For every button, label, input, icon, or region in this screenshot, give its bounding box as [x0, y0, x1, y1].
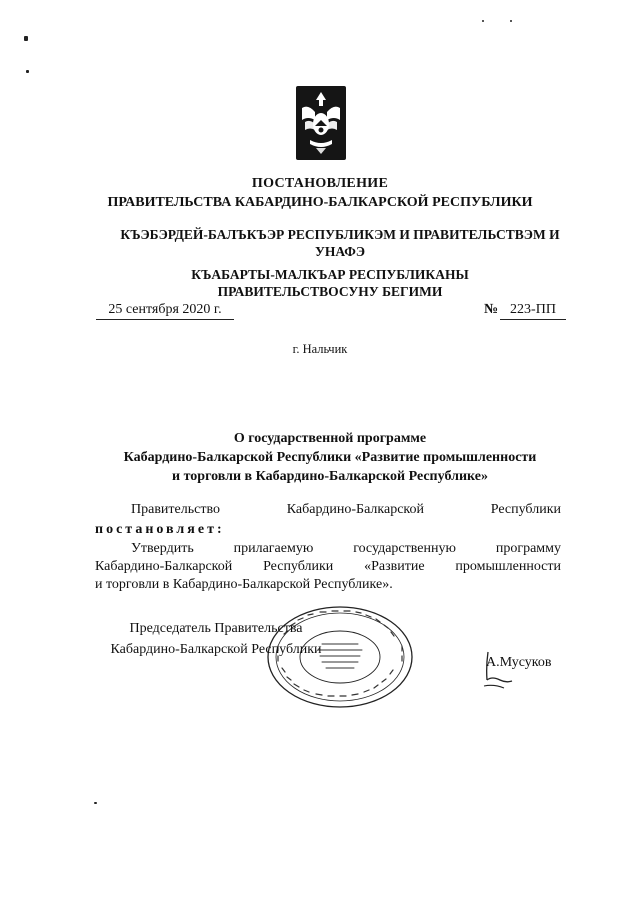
- scan-speck: [482, 20, 484, 22]
- body-word: Кабардино-Балкарской: [286, 502, 424, 517]
- body-word: прилагаемую: [233, 541, 314, 556]
- government-name-ru: ПРАВИТЕЛЬСТВА КАБАРДИНО-БАЛКАРСКОЙ РЕСПУБЛИКИ: [107, 195, 533, 210]
- government-name-balkar: КЪАБАРТЫ-МАЛКЪАР РЕСПУБЛИКАНЫ ПРАВИТЕЛЬСТВОСУНУ БЕГИМИ: [191, 267, 469, 299]
- body-word: программу: [495, 541, 561, 556]
- body-word: Правительство: [131, 502, 220, 517]
- city: г. Нальчик: [292, 342, 348, 356]
- document-type: ПОСТАНОВЛЕНИЕ: [251, 176, 389, 191]
- position-line: Председатель Правительства: [129, 621, 303, 636]
- signatory-name: А.Мусуков: [486, 655, 552, 670]
- body-word: «Развитие: [364, 559, 425, 574]
- body-word: Республики: [263, 559, 334, 574]
- number-sign: №: [484, 302, 499, 317]
- government-name-kabardian: КЪЭБЭРДЕЙ-БАЛЪКЪЭР РЕСПУБЛИКЭМ И ПРАВИТЕЛЬСТВЭМ И УНАФЭ: [120, 227, 560, 259]
- title-line: О государственной программе: [233, 431, 427, 446]
- scan-speck: [510, 20, 512, 22]
- body-word: Кабардино-Балкарской: [95, 559, 233, 574]
- body-line: и торговли в Кабардино-Балкарской Республике».: [95, 577, 393, 592]
- signatory-position: [96, 618, 336, 660]
- body-word: Республики: [490, 502, 561, 517]
- scan-speck: [24, 36, 28, 41]
- body-line: [95, 541, 561, 557]
- body-word: Утвердить: [131, 541, 194, 556]
- position-line: Кабардино-Балкарской Республики: [110, 642, 322, 657]
- title-line: и торговли в Кабардино-Балкарской Республике»: [172, 469, 488, 484]
- handwritten-signature-icon: [478, 646, 518, 697]
- scan-speck: [26, 70, 29, 73]
- document-number: 223-ПП: [500, 302, 566, 320]
- body-word: промышленности: [455, 559, 561, 574]
- body-word: государственную: [353, 541, 456, 556]
- document-title: [80, 429, 580, 486]
- title-line: Кабардино-Балкарской Республики «Развитие промышленности: [123, 450, 537, 465]
- body-line: [95, 559, 561, 575]
- scan-speck: [94, 802, 97, 804]
- intro-line: [95, 502, 561, 518]
- coat-of-arms-icon: [296, 86, 346, 165]
- resolves-word: постановляет:: [95, 522, 225, 537]
- document-date: 25 сентября 2020 г.: [96, 302, 234, 320]
